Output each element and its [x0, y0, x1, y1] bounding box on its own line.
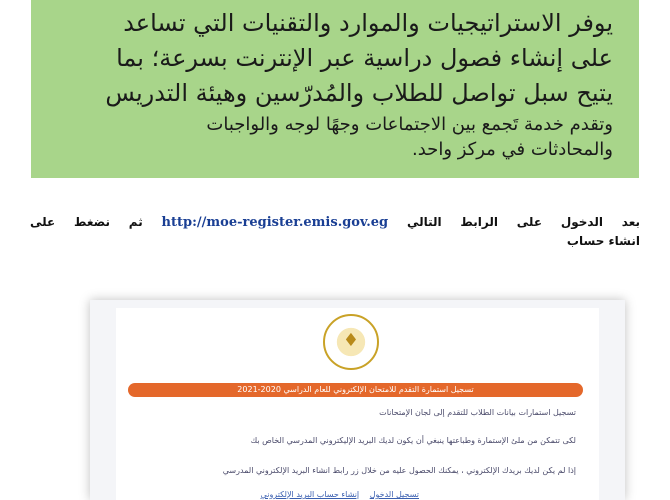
intro-line-5: والمحادثات في مركز واحد.	[412, 139, 613, 160]
website-page	[116, 308, 599, 500]
form-subtitle: تسجيل استمارات بيانات الطلاب للتقدم إلى لجان الإمتحانات	[379, 408, 576, 417]
intro-line-1: يوفر الاستراتيجيات والموارد والتقنيات التي تساعد	[123, 9, 613, 37]
eagle-icon: ♦	[342, 330, 360, 351]
login-link[interactable]: تسجيل الدخول	[369, 490, 419, 499]
intro-panel	[31, 0, 639, 178]
intro-line-2: على إنشاء فصول دراسية عبر الإنترنت بسرعة؛ بما	[116, 44, 613, 72]
intro-line-3: يتيح سبل تواصل للطلاب والمُدرّسين وهيئة التدريس	[105, 79, 613, 107]
instruction-line-2: انشاء حساب	[566, 234, 640, 248]
form-title-banner: تسجيل استمارة التقدم للامتحان الإلكتروني للعام الدراسي 2020-2021	[128, 383, 583, 397]
website-screenshot	[90, 300, 625, 500]
instruction-after-url: ثم نضغط على	[30, 215, 143, 229]
form-note-email: لكى تتمكن من ملئ الإستمارة وطباعتها ينبغي أن يكون لديك البريد الإليكتروني المدرسي الخاص بك	[250, 436, 576, 445]
form-note-create-email: إذا لم يكن لديك بريدك الإلكتروني ، يمكنك الحصول عليه من خلال زر رابط انشاء البريد الإلكتروني المدرسي	[222, 466, 576, 475]
instruction-text	[30, 213, 640, 232]
intro-line-4: وتقدم خدمة تَجمع بين الاجتماعات وجهًا لوجه والواجبات	[206, 114, 613, 135]
create-account-link[interactable]: إنشاء حساب البريد الإلكتروني	[260, 490, 360, 499]
form-links	[253, 490, 419, 499]
registration-link[interactable]: http://moe-register.emis.gov.eg	[161, 215, 389, 230]
ministry-emblem-icon	[323, 314, 379, 370]
instruction-before-url: بعد الدخول على الرابط التالي	[406, 215, 640, 229]
